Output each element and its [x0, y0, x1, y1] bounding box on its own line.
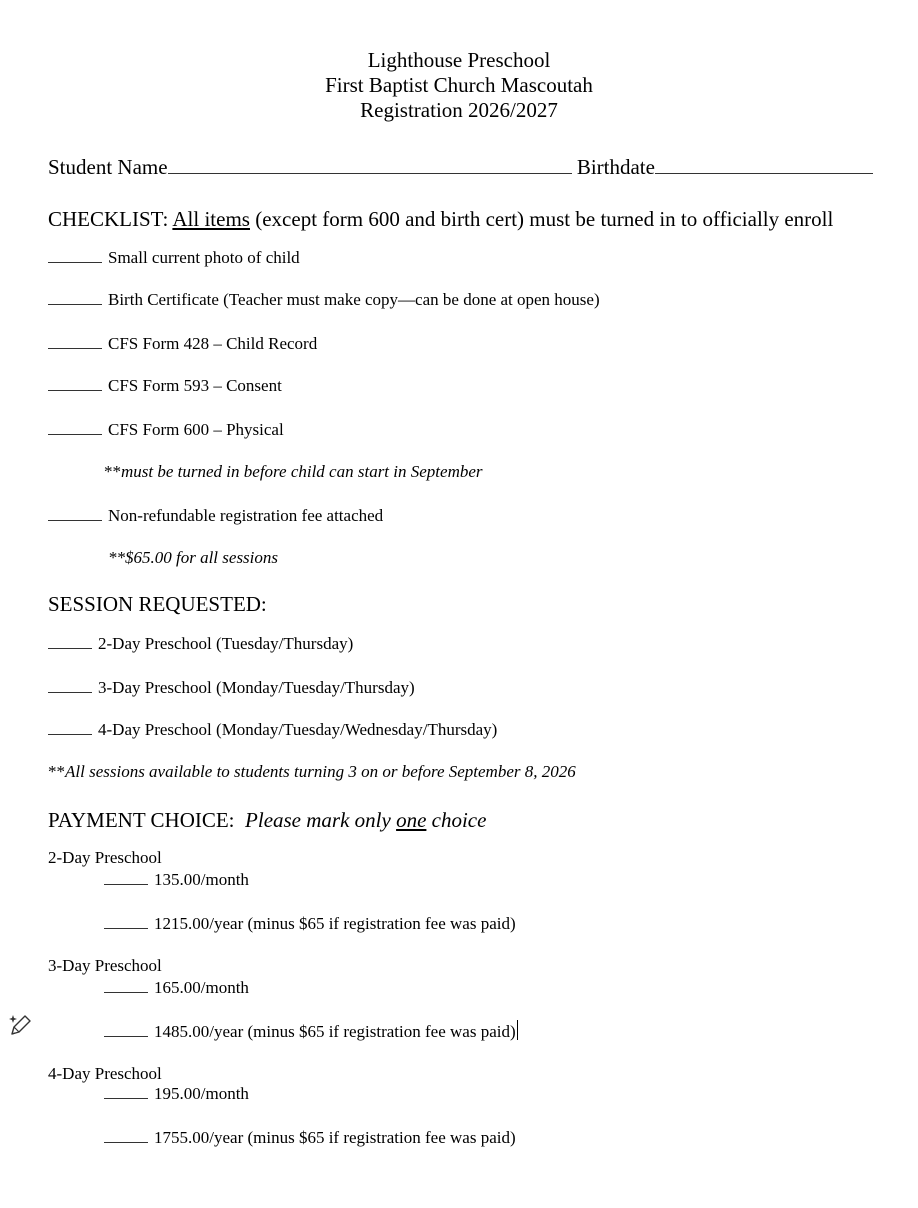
checklist-heading-underlined: All items: [172, 207, 250, 231]
session-option-label: 4-Day Preschool (Monday/Tuesday/Wednesday/Thursday): [98, 720, 498, 739]
form600-note: [104, 462, 483, 482]
payment-option[interactable]: [104, 1084, 249, 1104]
church-name: First Baptist Church Mascoutah: [325, 73, 593, 97]
checklist-item-label: CFS Form 600 – Physical: [108, 420, 284, 439]
session-blank[interactable]: [48, 720, 92, 735]
session-note-prefix: **: [48, 762, 65, 781]
checklist-item-label: Birth Certificate (Teacher must make copy—can be done at open house): [108, 290, 600, 309]
checklist-item[interactable]: [48, 334, 317, 354]
session-note-text: All sessions available to students turning 3 on or before September 8, 2026: [65, 762, 576, 781]
payment-instruction-suffix: choice: [431, 808, 487, 832]
checklist-blank[interactable]: [48, 334, 102, 349]
payment-option[interactable]: [104, 978, 249, 998]
checklist-heading-suffix: (except form 600 and birth cert) must be turned in to officially enroll: [255, 207, 834, 231]
payment-option[interactable]: [104, 914, 516, 934]
checklist-blank[interactable]: [48, 506, 102, 521]
checklist-blank[interactable]: [48, 376, 102, 391]
checklist-blank[interactable]: [48, 420, 102, 435]
payment-group-title: 2-Day Preschool: [48, 848, 162, 867]
ai-writing-assist-icon[interactable]: [8, 1012, 34, 1038]
checklist-item-label: Small current photo of child: [108, 248, 300, 267]
session-blank[interactable]: [48, 634, 92, 649]
checklist-item[interactable]: [48, 248, 300, 268]
payment-group-title: 3-Day Preschool: [48, 956, 162, 975]
checklist-heading-prefix: CHECKLIST:: [48, 207, 169, 231]
payment-heading: [48, 808, 486, 833]
payment-option[interactable]: [104, 1020, 518, 1042]
payment-blank[interactable]: [104, 1022, 148, 1037]
payment-option-label: 195.00/month: [154, 1084, 249, 1103]
payment-heading-label: PAYMENT CHOICE:: [48, 808, 235, 832]
registration-year: Registration 2026/2027: [360, 98, 558, 122]
student-name-field[interactable]: [168, 173, 572, 174]
payment-blank[interactable]: [104, 1084, 148, 1099]
student-name-label: Student Name: [48, 155, 168, 179]
birthdate-label: Birthdate: [576, 155, 655, 179]
payment-blank[interactable]: [104, 870, 148, 885]
checklist-item[interactable]: [48, 376, 282, 396]
checklist-heading: [48, 207, 833, 232]
student-name-row: [48, 155, 873, 180]
payment-option-label: 1755.00/year (minus $65 if registration fee was paid): [154, 1128, 516, 1147]
payment-option-label: 135.00/month: [154, 870, 249, 889]
checklist-blank[interactable]: [48, 248, 102, 263]
fee-label: Non-refundable registration fee attached: [108, 506, 384, 525]
birthdate-field[interactable]: [655, 173, 873, 174]
payment-blank[interactable]: [104, 1128, 148, 1143]
payment-blank[interactable]: [104, 914, 148, 929]
payment-instruction-underlined: one: [396, 808, 427, 832]
session-heading: SESSION REQUESTED:: [48, 592, 267, 616]
payment-option[interactable]: [104, 870, 249, 890]
session-option[interactable]: [48, 634, 353, 654]
text-cursor: [517, 1020, 518, 1040]
session-option[interactable]: [48, 720, 497, 740]
form600-note-text: must be turned in before child can start in September: [121, 462, 483, 481]
payment-option-label: 1215.00/year (minus $65 if registration fee was paid): [154, 914, 516, 933]
session-option-label: 3-Day Preschool (Monday/Tuesday/Thursday): [98, 678, 415, 697]
checklist-item[interactable]: [48, 290, 600, 310]
form600-note-prefix: **: [104, 462, 121, 481]
session-blank[interactable]: [48, 678, 92, 693]
payment-instruction-prefix: Please mark only: [245, 808, 391, 832]
payment-option-label: 165.00/month: [154, 978, 249, 997]
fee-note: **$65.00 for all sessions: [108, 548, 279, 567]
session-option-label: 2-Day Preschool (Tuesday/Thursday): [98, 634, 354, 653]
school-name: Lighthouse Preschool: [367, 48, 551, 72]
checklist-item-label: CFS Form 428 – Child Record: [108, 334, 318, 353]
checklist-item[interactable]: [48, 506, 383, 526]
session-note: [48, 762, 576, 782]
payment-option[interactable]: [104, 1128, 516, 1148]
checklist-item[interactable]: [48, 420, 284, 440]
session-option[interactable]: [48, 678, 415, 698]
payment-option-label: 1485.00/year (minus $65 if registration fee was paid): [154, 1022, 516, 1041]
checklist-blank[interactable]: [48, 290, 102, 305]
checklist-item-label: CFS Form 593 – Consent: [108, 376, 282, 395]
payment-group-title: 4-Day Preschool: [48, 1064, 162, 1083]
payment-blank[interactable]: [104, 978, 148, 993]
